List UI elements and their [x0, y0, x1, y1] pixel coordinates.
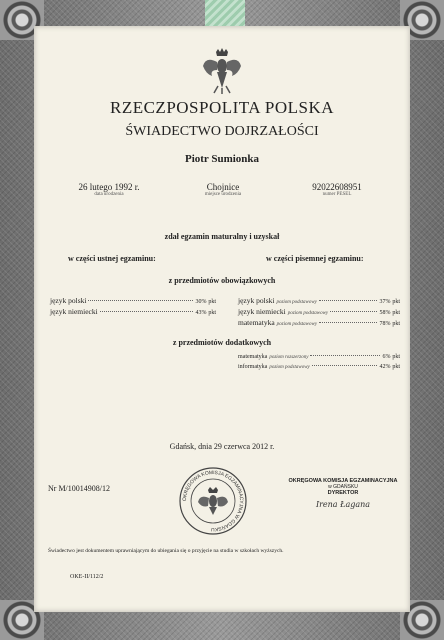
holder-name: Piotr Sumionka	[184, 153, 260, 165]
written-result-row	[238, 307, 400, 316]
pesel-block	[292, 182, 382, 197]
pesel-caption: numer PESEL	[322, 192, 352, 197]
score-unit: pkt	[392, 310, 400, 316]
oral-result-row	[50, 296, 216, 305]
stamp-role: DYREKTOR	[327, 490, 359, 496]
subject-name: język polski	[50, 296, 87, 305]
subject-level: poziom podstawowy	[276, 300, 317, 305]
additional-subjects-heading: z przedmiotów dodatkowych	[172, 338, 272, 347]
score-percent: 30%	[195, 299, 207, 305]
stamp-commission: OKRĘGOWA KOMISJA EGZAMINACYJNA	[288, 478, 398, 484]
subject-name: język niemiecki	[50, 307, 98, 316]
pesel-number: 92022608951	[312, 182, 362, 192]
subject-name: matematyka	[238, 354, 268, 360]
additional-result-row	[238, 361, 400, 370]
subject-name: język niemiecki	[238, 307, 286, 316]
score-unit: pkt	[392, 299, 400, 305]
subject-level: poziom podstawowy	[276, 322, 318, 327]
hologram-strip	[205, 0, 245, 28]
seal-text: OKRĘGOWA KOMISJA EGZAMINACYJNA W GDAŃSKU	[181, 469, 245, 533]
subject-name: matematyka	[238, 318, 275, 327]
country-name: RZECZPOSPOLITA POLSKA	[109, 98, 335, 117]
score-unit: pkt	[392, 321, 400, 327]
mandatory-subjects-heading: z przedmiotów obowiązkowych	[168, 276, 276, 285]
certificate-paper	[34, 26, 410, 612]
certificate-note: Świadectwo jest dokumentem uprawniającym do ubiegania się o przyjęcie na studia w szkołach wyższych.	[48, 548, 284, 554]
oral-result-row	[50, 307, 216, 316]
additional-result-row	[238, 351, 400, 360]
subject-level: poziom podstawowy	[269, 365, 310, 370]
score-percent: 6%	[382, 354, 391, 360]
eagle-emblem-icon	[202, 48, 242, 94]
place-and-date: Gdańsk, dnia 29 czerwca 2012 r.	[169, 442, 275, 451]
score-percent: 43%	[195, 310, 207, 316]
written-part-heading: w części pisemnej egzaminu:	[266, 254, 364, 263]
certificate-number: Nr M/10014908/12	[48, 484, 110, 493]
birth-date: 26 lutego 1992 r.	[78, 182, 140, 192]
oral-part-heading: w części ustnej egzaminu:	[68, 254, 156, 263]
score-unit: pkt	[392, 354, 400, 360]
official-seal-icon	[178, 466, 248, 536]
form-code: OKE-II/112/2	[70, 574, 104, 580]
stamp-city: w GDAŃSKU	[328, 484, 358, 490]
written-result-row	[238, 318, 400, 327]
birth-place: Chojnice	[206, 182, 240, 192]
director-signature: Irena Łagana	[315, 500, 371, 509]
birth-place-block	[178, 182, 268, 197]
score-percent: 78%	[379, 321, 391, 327]
score-percent: 58%	[379, 310, 391, 316]
document-title: ŚWIADECTWO DOJRZAŁOŚCI	[125, 124, 319, 139]
birth-date-block	[64, 182, 154, 197]
score-unit: pkt	[208, 310, 216, 316]
written-result-row	[238, 296, 400, 305]
director-stamp	[284, 478, 402, 509]
score-percent: 37%	[379, 299, 391, 305]
subject-name: informatyka	[238, 364, 268, 370]
subject-level: poziom rozszerzony	[269, 355, 309, 360]
subject-name: język polski	[238, 296, 275, 305]
birth-place-caption: miejsce urodzenia	[204, 192, 242, 197]
score-percent: 42%	[379, 364, 391, 370]
score-unit: pkt	[208, 299, 216, 305]
score-unit: pkt	[392, 364, 400, 370]
subject-level: poziom podstawowy	[287, 311, 329, 316]
birth-date-caption: data urodzenia	[94, 192, 124, 197]
exam-passed-text: zdał egzamin maturalny i uzyskał	[164, 232, 280, 241]
